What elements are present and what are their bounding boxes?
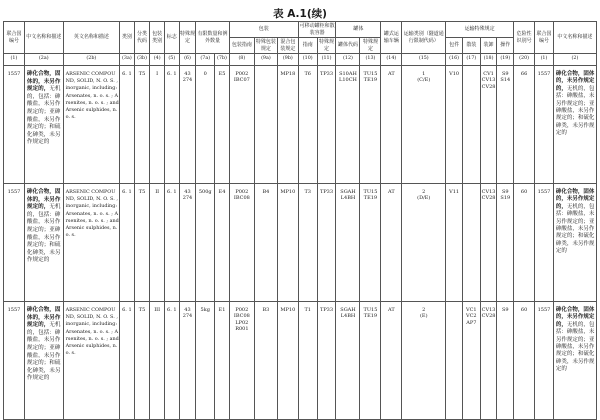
mixed-packing: MP18 xyxy=(277,66,298,184)
vehicle: AT xyxy=(381,184,402,302)
rtank-code-line: SGAH xyxy=(340,307,356,313)
hdr-packing-special: 特殊包装规定 xyxy=(255,39,276,52)
ts-bulk-line: VC2 xyxy=(466,313,477,320)
ts-bulk xyxy=(462,302,480,420)
hdr-rtank: 罐体 xyxy=(336,22,381,38)
name-en: ARSENIC COMPOUND, SOLID, N. O. S. , inorganic, including: Arsenates, n. o. s. ; Arsenites, n. o. s. ; and Arsenic sulphides, n. o. s. xyxy=(63,302,119,420)
ts-operation-line: S9 xyxy=(501,307,509,313)
packing-instruction-line: R001 xyxy=(235,326,249,333)
name-cn xyxy=(24,302,63,420)
column-number: (9a) xyxy=(254,54,277,66)
name-en: ARSENIC COMPOUND, SOLID, N. O. S. , inorganic, including: Arsenates, n. o. s. ; Arsenites, n. o. s. ; and Arsenic sulphides, n. o. s. xyxy=(63,66,119,184)
hdr-un-no: 联合国编号 xyxy=(4,22,25,54)
tank-special: TP33 xyxy=(317,184,336,302)
ts-loading-line: CV13 xyxy=(481,77,496,84)
special-provisions-line: 43 xyxy=(184,307,191,313)
column-number: (1) xyxy=(4,54,25,66)
un-number: 1557 xyxy=(4,302,25,420)
hdr-portable-tank: 可移动罐柜和散装容器 xyxy=(299,23,335,36)
hdr-class: 类别 xyxy=(120,22,135,54)
column-number: (7a) xyxy=(196,54,215,66)
limited-quantity: 5kg xyxy=(196,302,215,420)
excepted-quantity: E4 xyxy=(215,184,230,302)
column-number: (4) xyxy=(150,54,165,66)
name-en: ARSENIC COMPOUND, SOLID, N. O. S. , inorganic, including: Arsenates, n. o. s. ; Arsenites, n. o. s. ; and Arsenic sulphides, n. o. s. xyxy=(63,184,119,302)
packing-group: I xyxy=(150,66,165,184)
ts-packages: V11 xyxy=(446,184,463,302)
column-number: (3a) xyxy=(120,54,135,66)
ts-operation xyxy=(497,302,514,420)
packing-instruction xyxy=(229,184,254,302)
ts-operation xyxy=(497,184,514,302)
rtank-special-line: TU15 xyxy=(363,71,378,77)
name-cn-2-bold: 砷化合物，固体的，未另作规定的， xyxy=(555,71,595,92)
label: 6. 1 xyxy=(164,302,179,420)
column-number: (3b) xyxy=(134,54,150,66)
name-cn-2 xyxy=(553,66,596,184)
name-cn-2-bold: 砷化合物，固体的，未另作规定的， xyxy=(555,189,595,210)
class-code: T5 xyxy=(134,302,150,420)
rtank-special-line: TU15 xyxy=(363,307,378,313)
hdr-un-no-2: 联合国编号 xyxy=(535,22,554,54)
hdr-class-code: 分类代码 xyxy=(134,22,150,54)
ts-loading xyxy=(480,302,497,420)
column-number: (2a) xyxy=(24,54,63,66)
table-row xyxy=(4,66,597,184)
hdr-transport-special: 运输特殊规定 xyxy=(446,22,514,38)
class: 6. 1 xyxy=(120,184,135,302)
packing-instruction-line: P002 xyxy=(235,189,249,195)
ts-loading-line: CV28 xyxy=(481,195,496,202)
rtank-special xyxy=(360,184,381,302)
transport-category xyxy=(402,184,446,302)
ts-loading-line: CV28 xyxy=(481,313,496,320)
mixed-packing: MP10 xyxy=(277,184,298,302)
name-cn-desc: 无机的，包括：砷酸盐，未另作规定的；亚砷酸盐，未另作规定的；和硫化砷类，未另作规定的 xyxy=(26,86,61,146)
ts-loading-line: CV13 xyxy=(481,307,496,313)
column-number: (19) xyxy=(497,54,514,66)
packing-special: B3 xyxy=(254,302,277,420)
hdr-rtank-special: 特殊规定 xyxy=(360,38,381,54)
column-number: (2b) xyxy=(63,54,119,66)
ts-operation-line: S9 xyxy=(501,189,509,195)
ts-operation-line: S19 xyxy=(500,195,511,202)
hdr-name-en: 英文名称和描述 xyxy=(63,22,119,54)
ts-bulk-line: AP7 xyxy=(466,319,477,326)
rtank-special xyxy=(360,302,381,420)
rtank-code-line: SGAH xyxy=(340,189,356,195)
column-number: (14) xyxy=(381,54,402,66)
rtank-special xyxy=(360,66,381,184)
ts-loading-line: CV13 xyxy=(481,189,496,195)
hdr-hazard-no: 危险性识别号 xyxy=(514,22,535,54)
name-cn-2-desc: 无机的，包括：砷酸盐，未另作规定的；亚砷酸盐，未另作规定的；和硫化砷类，未另作规定的 xyxy=(555,203,595,255)
rtank-code-line: L10CH xyxy=(339,77,357,84)
special-provisions-line: 43 xyxy=(184,71,191,77)
name-cn-desc: 无机的，包括：砷酸盐，未另作规定的；亚砷酸盐，未另作规定的；和硫化砷类，未另作规定的 xyxy=(26,322,61,382)
class: 6. 1 xyxy=(120,66,135,184)
column-number: (13) xyxy=(360,54,381,66)
tank-special: TP33 xyxy=(317,66,336,184)
un-number-2: 1557 xyxy=(535,66,554,184)
ts-bulk-line: VC1 xyxy=(466,307,477,313)
hdr-packing: 包装 xyxy=(229,22,298,38)
hazard-number: 66 xyxy=(514,66,535,184)
special-provisions-line: 274 xyxy=(182,313,193,320)
hazard-number: 60 xyxy=(514,302,535,420)
packing-instruction-line: IBC07 xyxy=(233,77,250,84)
name-cn-2-bold: 砷化合物，固体的，未另作规定的， xyxy=(555,307,595,328)
ts-loading xyxy=(480,184,497,302)
name-cn-2 xyxy=(553,302,596,420)
packing-special: B4 xyxy=(254,184,277,302)
tank-special: TP33 xyxy=(317,302,336,420)
ts-bulk xyxy=(462,184,480,302)
excepted-quantity: E1 xyxy=(215,302,230,420)
special-provisions-line: 274 xyxy=(182,77,193,84)
hdr-name-cn: 中文名称和描述 xyxy=(24,22,63,54)
special-provisions xyxy=(179,66,196,184)
packing-instruction-line: P002 xyxy=(235,71,249,77)
rtank-code xyxy=(336,66,360,184)
class-code: T5 xyxy=(134,184,150,302)
ts-loading-line: CV1 xyxy=(483,71,494,77)
hdr-ts-loading: 装卸 xyxy=(480,38,497,54)
rtank-special-line: TE19 xyxy=(363,195,378,202)
hdr-packing-group: 包装类别 xyxy=(150,22,165,54)
transport-category xyxy=(402,66,446,184)
un-number-2: 1557 xyxy=(535,302,554,420)
hdr-ts-operation: 操作 xyxy=(497,38,514,54)
rtank-code-line: L4BH xyxy=(340,195,356,202)
packing-instruction xyxy=(229,66,254,184)
column-number: (9b) xyxy=(277,54,298,66)
name-cn-2-desc: 无机的，包括：砷酸盐，未另作规定的；亚砷酸盐，未另作规定的；和硫化砷类，未另作规定的 xyxy=(555,321,595,373)
rtank-special-line: TE19 xyxy=(363,77,378,84)
name-cn xyxy=(24,66,63,184)
label: 6. 1 xyxy=(164,184,179,302)
packing-group: II xyxy=(150,184,165,302)
ts-packages: V10 xyxy=(446,66,463,184)
transport-category-line: 2 xyxy=(422,307,426,313)
packing-instruction-line: P002 xyxy=(235,307,249,313)
tank-instruction: T6 xyxy=(298,66,317,184)
rtank-code xyxy=(336,302,360,420)
column-number: (12) xyxy=(336,54,360,66)
hdr-ts-packages: 包件 xyxy=(446,38,463,54)
hdr-rtank-code: 罐体代码 xyxy=(336,38,360,54)
column-number: (7b) xyxy=(215,54,230,66)
column-number: (20) xyxy=(514,54,535,66)
transport-category-line: 1 xyxy=(422,71,426,77)
tank-instruction: T1 xyxy=(298,302,317,420)
vehicle: AT xyxy=(381,302,402,420)
ts-loading xyxy=(480,66,497,184)
packing-group: III xyxy=(150,302,165,420)
column-number: (2) xyxy=(553,54,596,66)
hdr-transport-cat: 运输类别（隧道通行限制代码） xyxy=(402,22,446,54)
hdr-label: 标志 xyxy=(164,22,179,54)
excepted-quantity: E5 xyxy=(215,66,230,184)
transport-category-line: (E) xyxy=(419,313,428,320)
special-provisions xyxy=(179,184,196,302)
hazard-number: 60 xyxy=(514,184,535,302)
un-number-2: 1557 xyxy=(535,184,554,302)
ts-operation xyxy=(497,66,514,184)
dangerous-goods-table xyxy=(3,21,597,420)
packing-instruction-line: IBC08 xyxy=(233,313,250,320)
packing-instruction-line: LP02 xyxy=(235,319,249,326)
transport-category-line: (C/E) xyxy=(417,77,431,84)
hdr-mixed: 混合包装规定 xyxy=(277,38,298,54)
column-number: (1) xyxy=(535,54,554,66)
ts-packages xyxy=(446,302,463,420)
ts-operation-line: S9 xyxy=(501,71,509,77)
special-provisions-line: 274 xyxy=(182,195,193,202)
hdr-special: 特殊规定 xyxy=(179,22,196,54)
rtank-code xyxy=(336,184,360,302)
un-number: 1557 xyxy=(4,184,25,302)
vehicle: AT xyxy=(381,66,402,184)
column-number: (6) xyxy=(179,54,196,66)
hdr-tank-special: 特殊规定 xyxy=(319,39,335,52)
transport-category-line: (D/E) xyxy=(417,195,431,202)
name-cn-2-desc: 无机的，包括：砷酸盐，未另作规定的；亚砷酸盐，未另作规定的；和硫化砷类，未另作规定的 xyxy=(555,85,595,137)
hdr-ts-bulk: 散装 xyxy=(462,38,480,54)
table-row xyxy=(4,184,597,302)
packing-special xyxy=(254,66,277,184)
ts-loading-line: CV28 xyxy=(481,83,496,90)
hdr-tank-instr: 指南 xyxy=(298,38,317,54)
label: 6. 1 xyxy=(164,66,179,184)
mixed-packing: MP10 xyxy=(277,302,298,420)
ts-bulk xyxy=(462,66,480,184)
name-cn-bold: 砷化合物，固体的，未另作规定的， xyxy=(26,71,61,93)
limited-quantity: 0 xyxy=(196,66,215,184)
packing-instruction xyxy=(229,302,254,420)
special-provisions xyxy=(179,302,196,420)
table-row xyxy=(4,302,597,420)
table-title: 表 A.1(续) xyxy=(273,8,327,20)
column-number: (10) xyxy=(298,54,317,66)
rtank-code-line: S10AH xyxy=(339,71,357,77)
hdr-limited-qty: 有限数量和例外数量 xyxy=(196,22,229,54)
limited-quantity: 500g xyxy=(196,184,215,302)
rtank-special-line: TE19 xyxy=(363,313,378,320)
column-number: (18) xyxy=(480,54,497,66)
rtank-special-line: TU15 xyxy=(363,189,378,195)
column-number: (11) xyxy=(317,54,336,66)
column-number: (15) xyxy=(402,54,446,66)
tank-instruction: T3 xyxy=(298,184,317,302)
name-cn-bold: 砷化合物，固体的，未另作规定的， xyxy=(26,307,61,329)
column-number: (17) xyxy=(462,54,480,66)
table-body xyxy=(4,66,597,420)
name-cn xyxy=(24,184,63,302)
transport-category-line: 2 xyxy=(422,189,426,195)
name-cn-2 xyxy=(553,184,596,302)
ts-operation-line: S14 xyxy=(500,77,511,84)
column-number: (16) xyxy=(446,54,463,66)
transport-category xyxy=(402,302,446,420)
name-cn-bold: 砷化合物，固体的，未另作规定的， xyxy=(26,189,61,211)
rtank-code-line: L4BH xyxy=(340,313,356,320)
class: 6. 1 xyxy=(120,302,135,420)
hdr-vehicle: 罐式运输车辆 xyxy=(381,22,402,54)
un-number: 1557 xyxy=(4,66,25,184)
hdr-name-cn-2: 中文名称和描述 xyxy=(553,22,596,54)
column-number-row xyxy=(4,54,597,66)
packing-instruction-line: IBC08 xyxy=(233,195,250,202)
column-number: (8) xyxy=(229,54,254,66)
special-provisions-line: 43 xyxy=(184,189,191,195)
class-code: T5 xyxy=(134,66,150,184)
name-cn-desc: 无机的，包括：砷酸盐，未另作规定的；亚砷酸盐，未另作规定的；和硫化砷类，未另作规定的 xyxy=(26,204,61,264)
hdr-packing-instr: 包装指南 xyxy=(229,38,254,54)
column-number: (5) xyxy=(164,54,179,66)
